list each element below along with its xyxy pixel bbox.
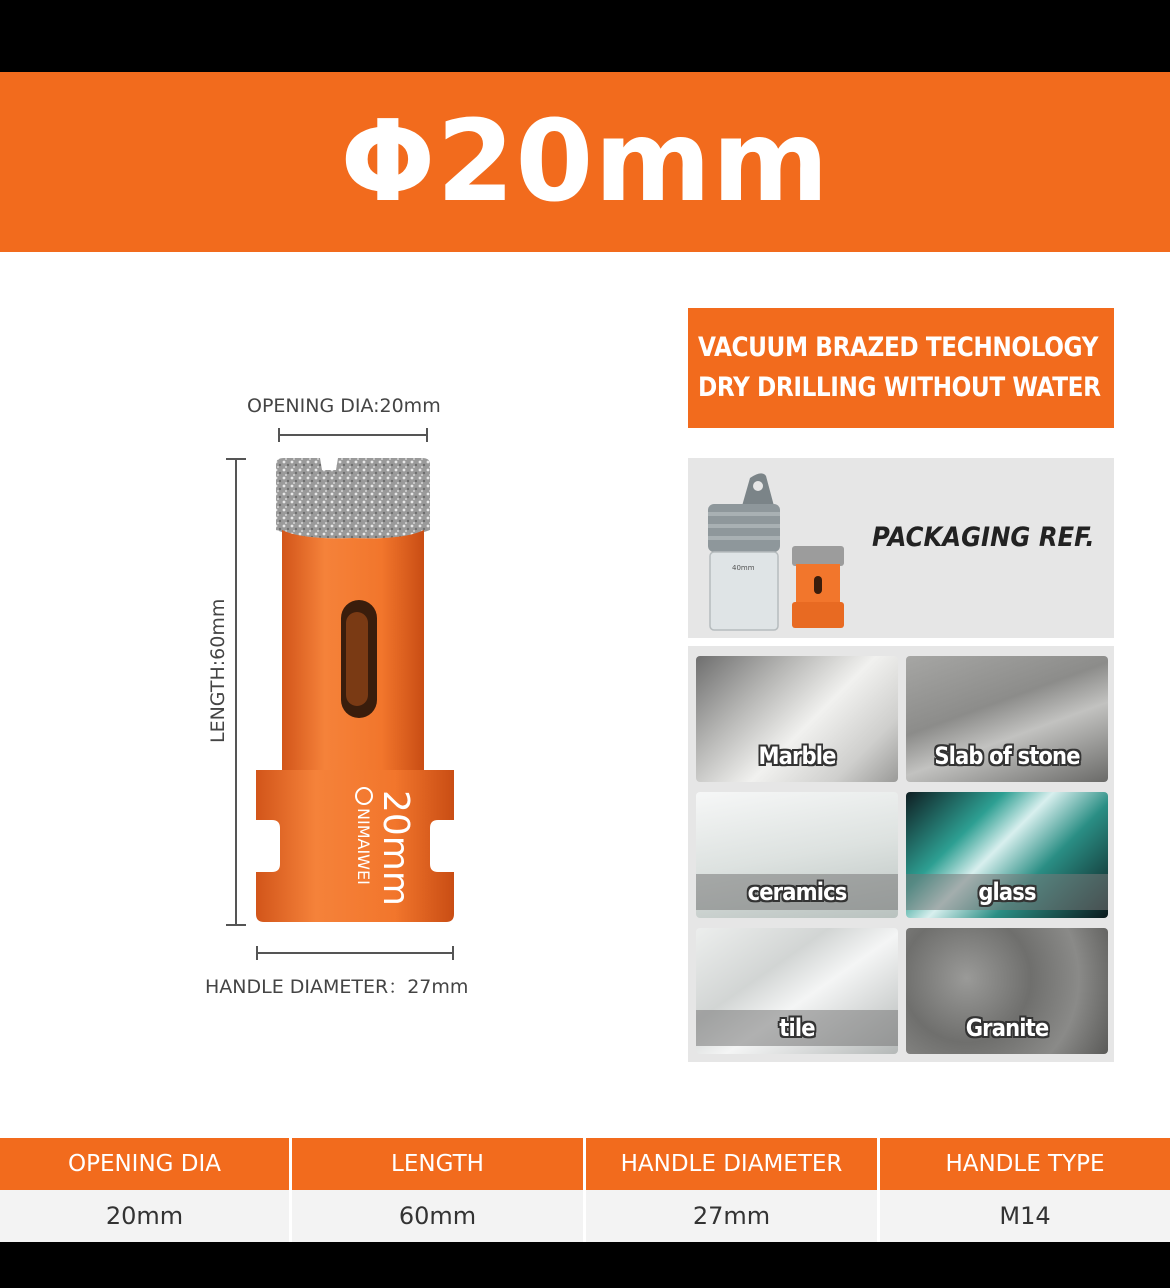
header-banner: [0, 72, 1170, 252]
length-cap-bottom: [226, 924, 246, 926]
spec-value-cell: 20mm: [0, 1190, 292, 1242]
technology-banner: [688, 308, 1114, 428]
spec-header-cell: HANDLE TYPE: [880, 1138, 1170, 1190]
tech-line-1: VACUUM BRAZED TECHNOLOGY: [698, 332, 1099, 363]
material-tile-granite: [906, 928, 1108, 1054]
spec-header-cell: LENGTH: [292, 1138, 586, 1190]
materials-grid: [688, 646, 1114, 1062]
packaging-label: PACKAGING REF.: [872, 522, 1095, 553]
length-line: [235, 458, 237, 926]
tech-line-2: DRY DRILLING WITHOUT WATER: [698, 372, 1101, 403]
bottle-size-text: 40mm: [732, 564, 755, 572]
material-label: ceramics: [747, 878, 847, 906]
core-drill-bit-image: [250, 452, 460, 932]
main-content: [0, 252, 1170, 1138]
material-label: tile: [779, 1014, 815, 1042]
spec-table: [0, 1138, 1170, 1242]
material-label: Marble: [758, 742, 836, 770]
opening-dia-cap-left: [278, 428, 280, 442]
packaging-panel: [688, 458, 1114, 638]
spec-value-cell: M14: [880, 1190, 1170, 1242]
material-tile-slab: [906, 656, 1108, 782]
handle-dia-cap-right: [452, 946, 454, 960]
material-label: glass: [978, 878, 1036, 906]
material-tile-ceramics: [696, 792, 898, 918]
spec-table-header: [0, 1138, 1170, 1190]
bottom-bar: [0, 1242, 1170, 1288]
spec-header-cell: HANDLE DIAMETER: [586, 1138, 880, 1190]
brand-text: NIMAIWEI: [354, 808, 373, 885]
material-tile-tile: [696, 928, 898, 1054]
spec-value-cell: 27mm: [586, 1190, 880, 1242]
handle-dia-line: [256, 952, 454, 954]
opening-dia-cap-right: [426, 428, 428, 442]
opening-dia-label: OPENING DIA:20mm: [247, 395, 441, 417]
opening-dia-line: [278, 434, 428, 436]
length-cap-top: [226, 458, 246, 460]
material-label: Slab of stone: [934, 742, 1080, 770]
material-tile-marble: [696, 656, 898, 782]
page-title: Φ20mm: [340, 97, 830, 227]
material-label: Granite: [965, 1014, 1049, 1042]
top-bar: [0, 0, 1170, 72]
spec-table-row: [0, 1190, 1170, 1242]
material-tile-glass: [906, 792, 1108, 918]
length-label: LENGTH:60mm: [207, 598, 229, 743]
size-text: 20mm: [375, 790, 416, 906]
diamond-crown: [276, 458, 430, 538]
handle-dia-label: HANDLE DIAMETER：27mm: [205, 976, 469, 998]
packaging-image: [702, 466, 862, 636]
spec-value-cell: 60mm: [292, 1190, 586, 1242]
spec-header-cell: OPENING DIA: [0, 1138, 292, 1190]
handle-dia-cap-left: [256, 946, 258, 960]
